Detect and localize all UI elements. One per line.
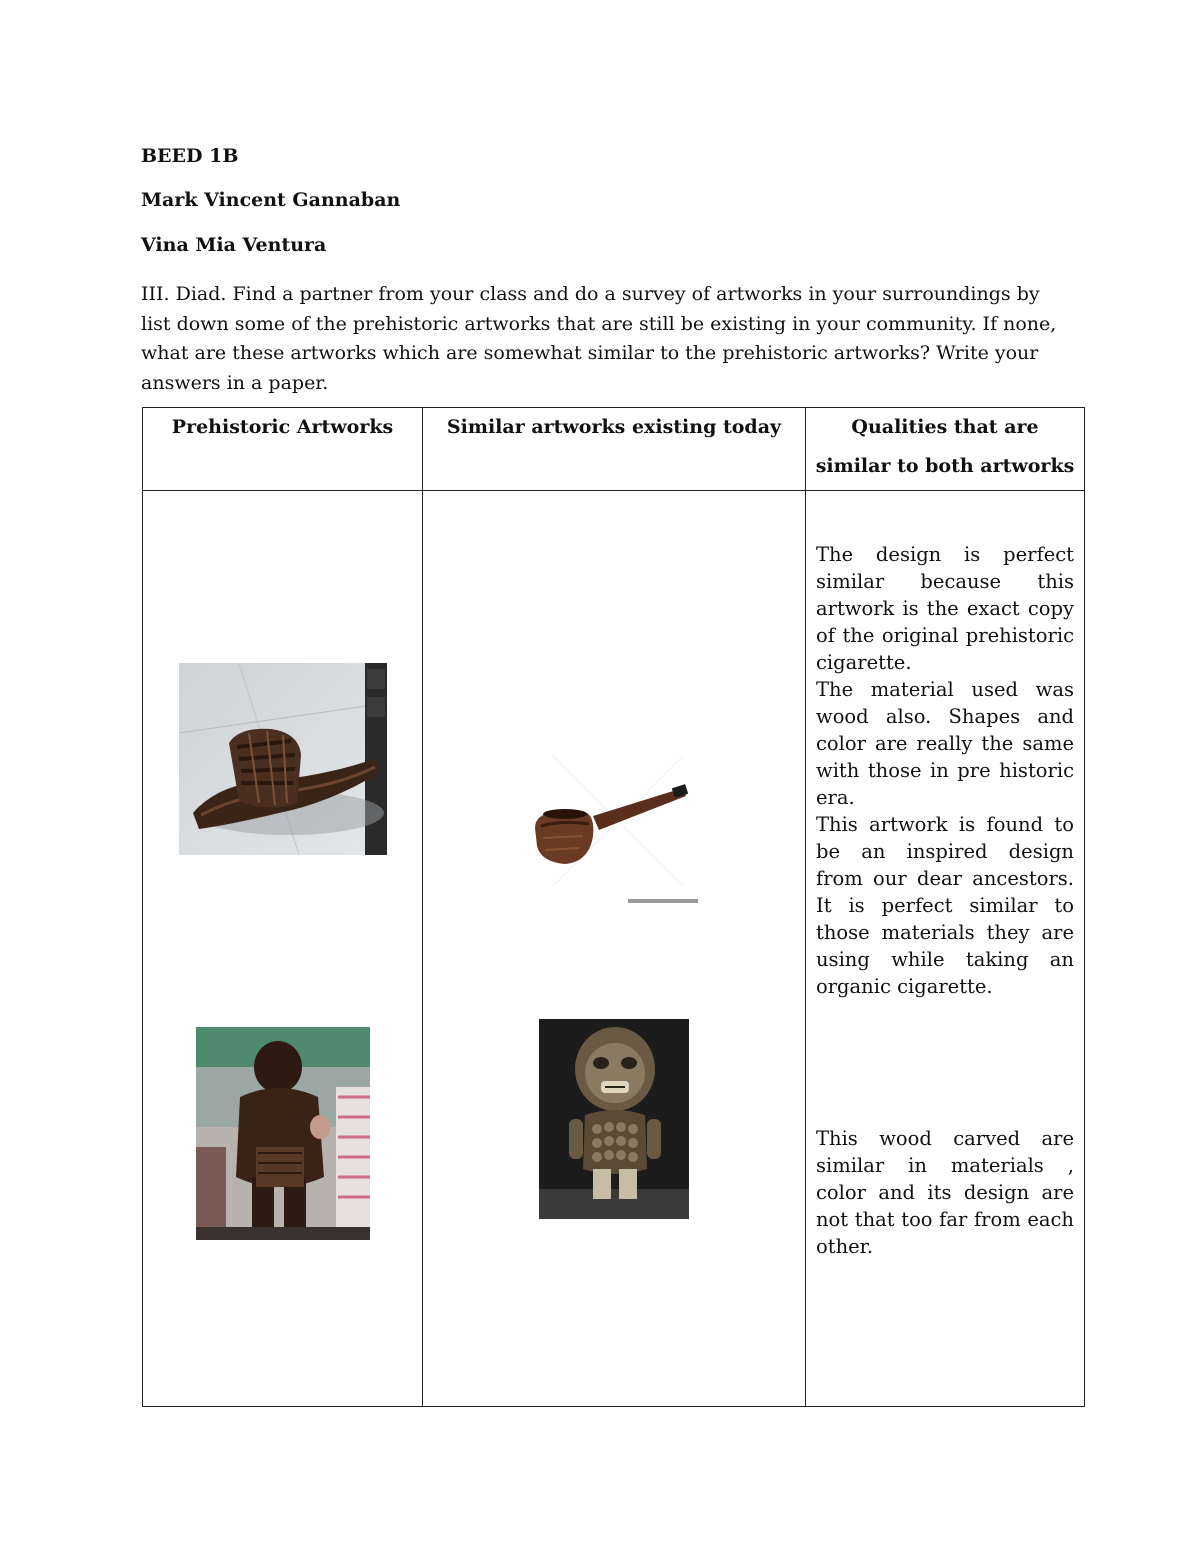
carved-wooden-figure-photo [196, 1027, 370, 1240]
prehistoric-artworks-cell [143, 491, 423, 1407]
instructions-paragraph: III. Diad. Find a partner from your class and do a survey of artworks in your surroundings by list down some of the prehistoric artworks that are still be existing in your community. If none, what are these artworks which are somewhat similar to the prehistoric artworks? Write your answers in a paper. [141, 283, 1057, 394]
carved-wooden-pipe-photo [179, 663, 387, 855]
qualities-text-2 [816, 1125, 1074, 1260]
table-row [143, 491, 1085, 1407]
quality-paragraph: This artwork is found to be an inspired design from our dear ancestors. It is perfect similar to those materials they are using while taking an organic cigarette. [816, 813, 1074, 998]
similar-artworks-cell [423, 491, 806, 1407]
qualities-cell [806, 491, 1085, 1407]
table-header-row [143, 408, 1085, 491]
column-header-prehistoric: Prehistoric Artworks [143, 408, 423, 491]
class-label: BEED 1B [141, 145, 239, 167]
column-header-similar-today: Similar artworks existing today [423, 408, 806, 491]
qualities-text-1 [816, 541, 1074, 1000]
quality-paragraph: The material used was wood also. Shapes and color are really the same with those in pre historic era. [816, 678, 1074, 809]
column-header-qualities: Qualities that are similar to both artworks [806, 408, 1085, 491]
quality-paragraph: The design is perfect similar because this artwork is the exact copy of the original prehistoric cigarette. [816, 543, 1074, 674]
student-name-2: Vina Mia Ventura [141, 234, 327, 256]
quality-paragraph: This wood carved are similar in materials , color and its design are not that too far from each other. [816, 1127, 1074, 1258]
tobacco-pipe-photo [533, 746, 698, 906]
survey-table [142, 407, 1085, 1407]
student-name-1: Mark Vincent Gannaban [141, 189, 401, 211]
tribal-figure-sculpture-photo [539, 1019, 689, 1219]
